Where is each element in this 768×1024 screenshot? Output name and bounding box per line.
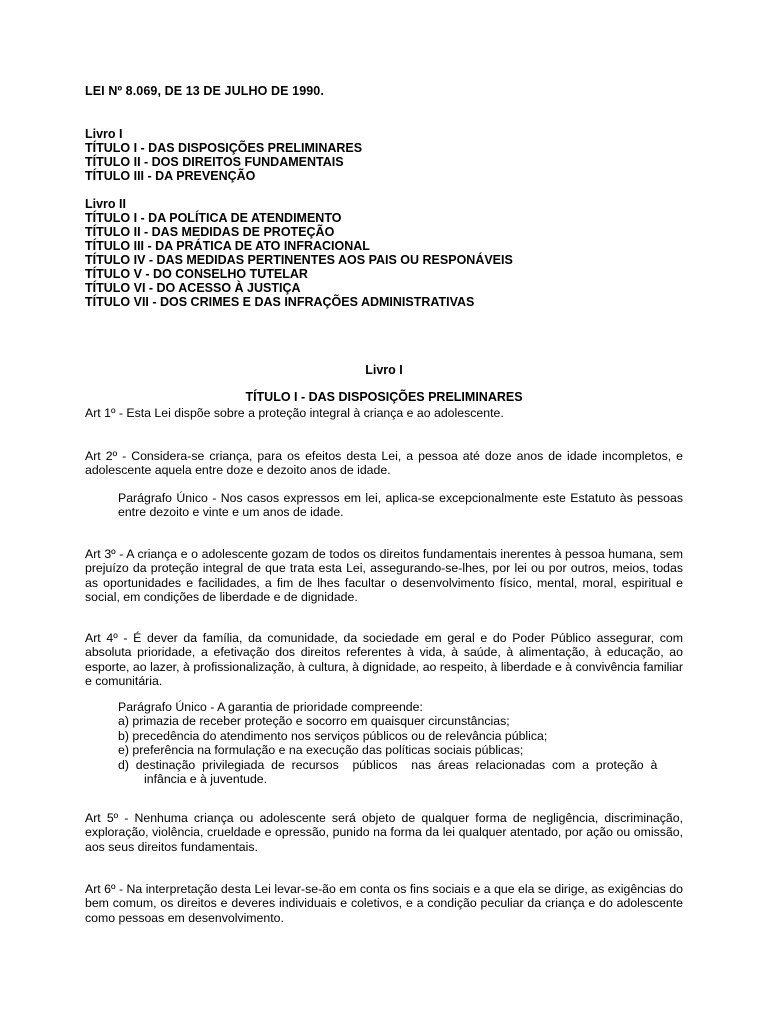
list-item-continuation: infância e à juventude. (144, 772, 268, 787)
toc-line: Livro II (85, 197, 126, 211)
article-1: Art 1º - Esta Lei dispõe sobre a proteção integral à criança e ao adolescente. (85, 406, 504, 420)
article-6: Art 6º - Na interpretação desta Lei levar-se-ão em conta os fins sociais e a que ela se dirige, as exigências do bem comum, os direitos e deveres individuais e coletivos, e a condição peculiar da criança e do adolescente como pessoas em desenvolvimento. (85, 882, 683, 925)
list-item: b) precedência do atendimento nos serviços públicos ou de relevância pública; (118, 728, 548, 743)
section-livro-heading: Livro I (365, 363, 403, 377)
toc-line: TÍTULO V - DO CONSELHO TUTELAR (85, 267, 308, 281)
toc-line: TÍTULO II - DAS MEDIDAS DE PROTEÇÃO (85, 225, 335, 239)
toc-line: TÍTULO III - DA PREVENÇÃO (85, 169, 256, 183)
article-3: Art 3º - A criança e o adolescente gozam de todos os direitos fundamentais inerentes à pessoa humana, sem prejuízo da proteção integral de que trata esta Lei, assegurando-se-lhes, por lei ou por outros, meios, todas as oportunidades e facilidades, a fim de lhes facultar o desenvolvimento físico, mental, moral, espiritual e social, em condições de liberdade e de dignidade. (85, 547, 683, 605)
article-2-paragraph: Parágrafo Único - Nos casos expressos em lei, aplica-se excepcionalmente este Estatuto às pessoas entre dezoito e vinte e um anos de idade. (118, 491, 683, 520)
list-item: e) preferência na formulação e na execução das políticas sociais públicas; (118, 743, 524, 758)
article-2: Art 2º - Considera-se criança, para os efeitos desta Lei, a pessoa até doze anos de idade incompletos, e adolescente aquela entre doze e dezoito anos de idade. (85, 449, 683, 478)
paragraph-heading: Parágrafo Único - A garantia de prioridade compreende: (118, 700, 423, 714)
toc-line: TÍTULO VI - DO ACESSO À JUSTIÇA (85, 281, 301, 295)
toc-livro-1 (85, 127, 362, 183)
toc-line: TÍTULO II - DOS DIREITOS FUNDAMENTAIS (85, 155, 344, 169)
toc-line: TÍTULO III - DA PRÁTICA DE ATO INFRACIONAL (85, 239, 370, 253)
toc-line: TÍTULO VII - DOS CRIMES E DAS INFRAÇÕES ADMINISTRATIVAS (85, 295, 475, 309)
article-4-paragraph (118, 700, 683, 786)
toc-line: TÍTULO IV - DAS MEDIDAS PERTINENTES AOS PAIS OU RESPONÁVEIS (85, 253, 513, 267)
toc-line: TÍTULO I - DAS DISPOSIÇÕES PRELIMINARES (85, 141, 363, 155)
list-item: a) primazia de receber proteção e socorro em quaisquer circunstâncias; (118, 714, 510, 729)
law-title: LEI Nº 8.069, DE 13 DE JULHO DE 1990. (85, 84, 324, 98)
list-item: d) destinação privilegiada de recursos públicos nas áreas relacionadas com a proteção à (118, 757, 658, 772)
article-4: Art 4º - É dever da família, da comunidade, da sociedade em geral e do Poder Público assegurar, com absoluta prioridade, a efetivação dos direitos referentes à vida, à saúde, à alimentação, à educação, ao esporte, ao lazer, à profissionalização, à cultura, à dignidade, ao respeito, à liberdade e à convivência familiar e comunitária. (85, 631, 683, 689)
section-titulo-heading: TÍTULO I - DAS DISPOSIÇÕES PRELIMINARES (245, 390, 523, 404)
toc-livro-2 (85, 197, 513, 309)
article-5: Art 5º - Nenhuma criança ou adolescente será objeto de qualquer forma de negligência, discriminação, exploração, violência, crueldade e opressão, punido na forma da lei qualquer atentado, por ação ou omissão, aos seus direitos fundamentais. (85, 811, 683, 854)
toc-line: TÍTULO I - DA POLÍTICA DE ATENDIMENTO (85, 211, 342, 225)
toc-line: Livro I (85, 127, 123, 141)
